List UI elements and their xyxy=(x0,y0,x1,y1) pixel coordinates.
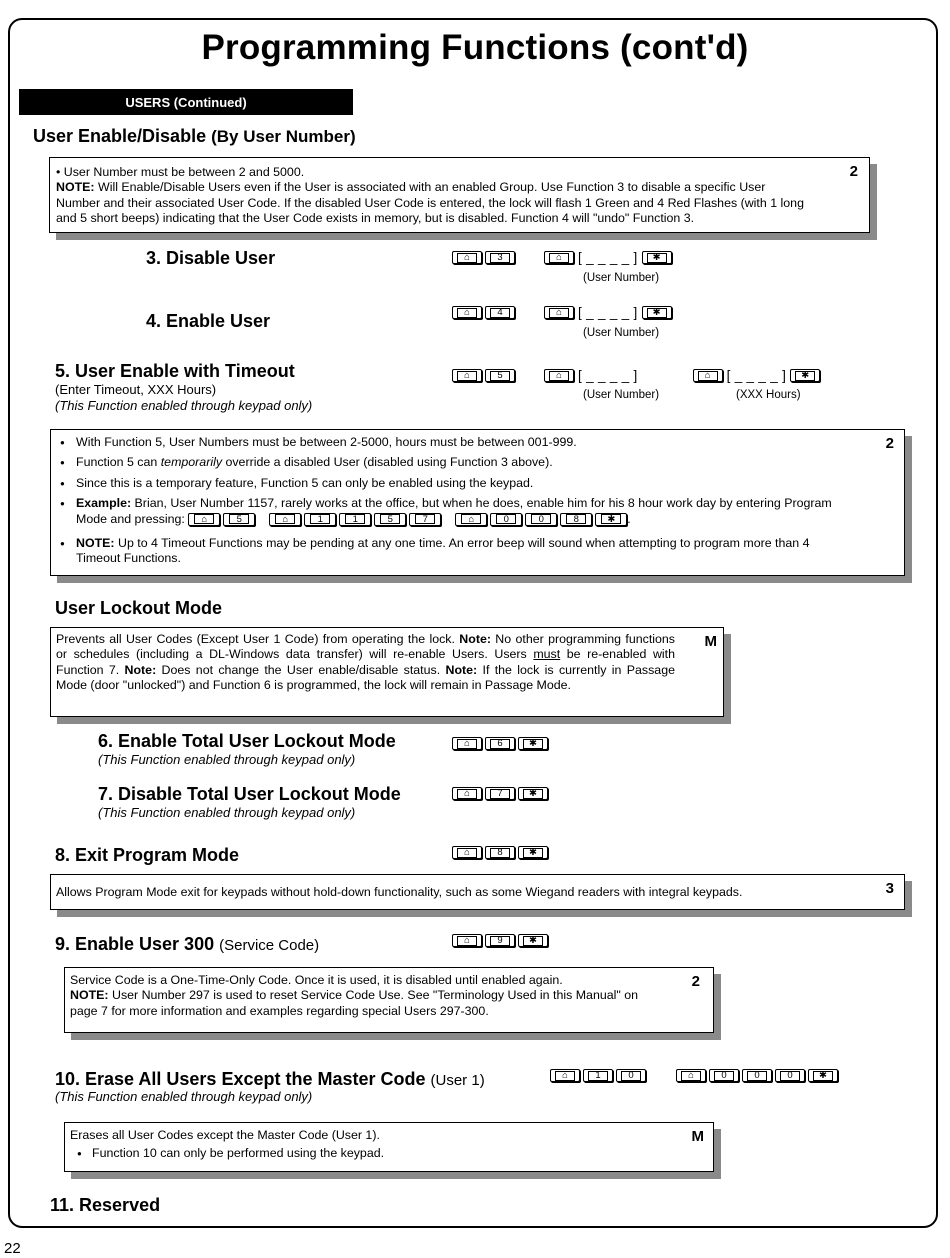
program-key: ⌂ xyxy=(550,1069,580,1082)
key-1: 1 xyxy=(339,513,371,526)
note-box-user-number: • User Number must be between 2 and 5000. NOTE: Will Enable/Disable Users even if the User is associated with an enabled Group. Use Function 3 to disable a specific User Number and their associated User Code. If the disabled User Code is entered, the lock will flash 1 Green and 4 Red Flashes (with 1 long and 5 short beeps) indicating that the User Code exists in memory, but is disabled. Function 4 will "undo" Function 3. 2 xyxy=(49,157,870,233)
program-key: ⌂ xyxy=(693,369,723,382)
function-5-keypad-note: (This Function enabled through keypad only) xyxy=(55,398,313,413)
function-10-keypad-note: (This Function enabled through keypad only) xyxy=(55,1089,313,1104)
key-5: 5 xyxy=(485,369,515,382)
function-7-keypad-note: (This Function enabled through keypad only) xyxy=(98,805,356,820)
program-key: ⌂ xyxy=(544,251,574,264)
level-tag: 3 xyxy=(885,880,894,897)
key-9: 9 xyxy=(485,934,515,947)
erase-users-note-box: Erases all User Codes except the Master Code (User 1). ● Function 10 can only be performed using the keypad. M xyxy=(64,1122,714,1172)
service-code-note-box: Service Code is a One-Time-Only Code. Once it is used, it is disabled until enabled again. NOTE: User Number 297 is used to reset Service Code Use. See "Terminology Used in this Manual" on page 7 for more information and examples regarding special Users 297-300. 2 xyxy=(64,967,714,1033)
user-number-blank: [ _ _ _ _ ] xyxy=(578,305,638,320)
star-key: ✱ xyxy=(518,934,548,947)
key-1: 1 xyxy=(583,1069,613,1082)
function-6-title: 6. Enable Total User Lockout Mode xyxy=(98,731,396,751)
star-key: ✱ xyxy=(595,513,627,526)
program-key: ⌂ xyxy=(452,787,482,800)
key-0: 0 xyxy=(775,1069,805,1082)
key-0: 0 xyxy=(742,1069,772,1082)
level-tag: 2 xyxy=(885,435,894,452)
function-4-keys xyxy=(452,305,672,320)
star-key: ✱ xyxy=(518,846,548,859)
level-tag: 2 xyxy=(849,163,858,180)
star-key: ✱ xyxy=(790,369,820,382)
star-key: ✱ xyxy=(518,737,548,750)
key-7: 7 xyxy=(409,513,441,526)
key-0: 0 xyxy=(525,513,557,526)
user-number-blank: [ _ _ _ _ ] xyxy=(578,250,638,265)
key-0: 0 xyxy=(616,1069,646,1082)
user-number-caption: (User Number) xyxy=(583,327,660,339)
program-key: ⌂ xyxy=(544,306,574,319)
function-5-keys xyxy=(452,368,820,383)
program-key: ⌂ xyxy=(452,737,482,750)
function-5-title: 5. User Enable with Timeout xyxy=(55,361,295,381)
program-key: ⌂ xyxy=(269,513,301,526)
level-tag: M xyxy=(704,633,717,650)
page-title: Programming Functions (cont'd) xyxy=(201,28,749,67)
function-10-keys xyxy=(550,1068,838,1083)
section-heading-user-lockout-mode: User Lockout Mode xyxy=(55,598,223,618)
program-key: ⌂ xyxy=(676,1069,706,1082)
function-6-keys xyxy=(452,736,548,751)
function-3-keys xyxy=(452,250,672,265)
user-number-caption: (User Number) xyxy=(583,389,660,401)
key-0: 0 xyxy=(709,1069,739,1082)
function-3-title: 3. Disable User xyxy=(146,248,276,268)
program-key: ⌂ xyxy=(455,513,487,526)
key-8: 8 xyxy=(560,513,592,526)
function-8-description-box: Allows Program Mode exit for keypads without hold-down functionality, such as some Wiegand readers with integral keypads. 3 xyxy=(50,874,905,910)
program-key: ⌂ xyxy=(452,934,482,947)
program-key: ⌂ xyxy=(452,251,482,264)
key-3: 3 xyxy=(485,251,515,264)
level-tag: 2 xyxy=(691,973,700,990)
star-key: ✱ xyxy=(642,306,672,319)
example-key-sequence xyxy=(188,513,627,526)
function-9-title: 9. Enable User 300 (Service Code) xyxy=(55,934,320,954)
program-key: ⌂ xyxy=(452,306,482,319)
program-key: ⌂ xyxy=(188,513,220,526)
function-7-keys xyxy=(452,786,548,801)
program-key: ⌂ xyxy=(452,846,482,859)
key-5: 5 xyxy=(374,513,406,526)
section-heading-user-enable-disable: User Enable/Disable (By User Number) xyxy=(33,126,356,146)
user-number-caption: (User Number) xyxy=(583,272,660,284)
program-key: ⌂ xyxy=(544,369,574,382)
function-7-title: 7. Disable Total User Lockout Mode xyxy=(98,784,401,804)
user-number-blank: [ _ _ _ _ ] xyxy=(578,368,638,383)
function-11-title: 11. Reserved xyxy=(50,1195,161,1215)
key-4: 4 xyxy=(485,306,515,319)
star-key: ✱ xyxy=(808,1069,838,1082)
key-0: 0 xyxy=(490,513,522,526)
program-key: ⌂ xyxy=(452,369,482,382)
star-key: ✱ xyxy=(642,251,672,264)
level-tag: M xyxy=(691,1128,704,1145)
function-5-subtitle: (Enter Timeout, XXX Hours) xyxy=(55,382,217,397)
function-5-notes-box: ● With Function 5, User Numbers must be between 2-5000, hours must be between 001-999. ● Function 5 can temporarily override a disabled User (disabled using Function 3 above). ● Since this is a temporary feature, Function 5 can only be enabled using the keypad. ● Example: Brian, User Number 1157, rarely works at the office, but when he does, enable him for his 8 hour work day by entering Program Mode and pressing: ⌂ 5 ⌂ 1 1 5 7 ⌂ 0 0 8 ✱ . ● NOTE: Up to 4 Timeout Functions may be pending at any one time. An error beep will sound when attempting to program more than 4 Timeout Functions. 2 xyxy=(50,429,905,576)
function-6-keypad-note: (This Function enabled through keypad only) xyxy=(98,752,356,767)
key-8: 8 xyxy=(485,846,515,859)
section-banner: USERS (Continued) xyxy=(19,89,353,115)
key-1: 1 xyxy=(304,513,336,526)
function-8-title: 8. Exit Program Mode xyxy=(55,845,240,865)
key-5: 5 xyxy=(223,513,255,526)
function-10-title: 10. Erase All Users Except the Master Code (User 1) xyxy=(55,1069,485,1089)
function-9-keys xyxy=(452,933,548,948)
user-lockout-description-box: Prevents all User Codes (Except User 1 Code) from operating the lock. Note: No other programming functions or schedules (including a DL-Windows data transfer) will re-enable Users. Users must be re-enabled with Function 7. Note: Does not change the User enable/disable status. Note: If the lock is currently in Passage Mode (door "unlocked") and Function 6 is programmed, the lock will remain in Passage Mode. M xyxy=(50,627,724,717)
key-7: 7 xyxy=(485,787,515,800)
hours-caption: (XXX Hours) xyxy=(736,389,801,401)
page-number: 22 xyxy=(4,1240,21,1257)
hours-blank: [ _ _ _ _ ] xyxy=(726,368,787,383)
key-6: 6 xyxy=(485,737,515,750)
function-4-title: 4. Enable User xyxy=(146,311,271,331)
star-key: ✱ xyxy=(518,787,548,800)
function-8-keys xyxy=(452,845,548,860)
